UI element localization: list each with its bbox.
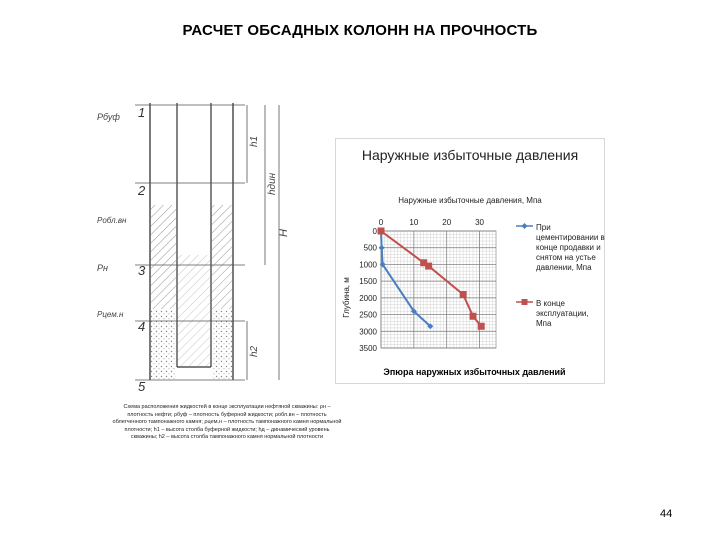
marker-3: 3 <box>138 263 146 278</box>
marker-4: 4 <box>138 319 146 334</box>
well-scheme <box>95 95 290 395</box>
chart-caption: Эпюра наружных избыточных давлений <box>383 367 566 377</box>
label-p-tsem: Pцем.н <box>97 310 124 319</box>
legend-marker-1 <box>522 223 528 229</box>
scheme-note: Схема расположения жидкостей в конце эксплуатации нефтяной скважины: ρн – плотность нефти; ρбуф – плотность буферной жидкости; ρобл.вн – плотность облегченного тампонажного камня; ρцем.н – плотность тампонажного камня нормальной плотности; h1 – высота столба буферной жидкости; hд – динамический уровень скважины; h2 – высота столба тампонажного камня нормальной плотности <box>112 404 342 440</box>
x-axis-title: Наружные избыточные давления, Мпа <box>398 196 542 205</box>
y-tick-label: 500 <box>363 243 377 253</box>
data-point-square <box>425 263 432 270</box>
label-h2: h2 <box>249 345 260 357</box>
page-number: 44 <box>660 508 673 520</box>
label-h1: h1 <box>249 135 260 147</box>
data-point-square <box>478 323 485 330</box>
label-H: H <box>278 229 290 237</box>
x-tick-label: 30 <box>475 218 485 227</box>
label-p-obl: Pобл.вн <box>97 216 127 225</box>
data-point-square <box>378 228 385 235</box>
page-title: РАСЧЕТ ОБСАДНЫХ КОЛОНН НА ПРОЧНОСТЬ <box>182 22 538 39</box>
marker-5: 5 <box>138 379 146 394</box>
normal-cement-left <box>151 309 176 379</box>
x-tick-label: 20 <box>442 218 452 227</box>
y-tick-label: 1000 <box>359 260 377 270</box>
legend-item-2 <box>536 299 606 329</box>
legend-text-2: В конце эксплуатации, Мпа <box>536 299 589 328</box>
y-tick-label: 3000 <box>359 327 377 337</box>
y-tick-label: 0 <box>372 227 377 236</box>
y-tick-label: 2000 <box>359 293 377 303</box>
legend-text-1: При цементировании в конце продавки и снятом на устье давлении, Мпа <box>536 223 605 272</box>
label-p-n: Pн <box>97 263 108 273</box>
marker-1: 1 <box>138 105 146 120</box>
y-tick-label: 2500 <box>359 310 377 320</box>
marker-2: 2 <box>138 183 146 198</box>
chart-title: Наружные избыточные давления <box>361 147 579 163</box>
y-axis-title: Глубина, м <box>341 277 351 318</box>
chart-box <box>335 138 605 384</box>
legend-item-1 <box>536 223 606 273</box>
oil-column <box>178 255 210 366</box>
data-point-square <box>460 291 467 298</box>
label-p-buf: Pбуф <box>97 112 120 122</box>
x-tick-label: 10 <box>409 218 419 227</box>
label-h-dyn: hдин <box>267 172 278 195</box>
legend-marker-2 <box>522 299 528 305</box>
lightweight-cement-right <box>212 205 232 309</box>
x-tick-label: 0 <box>378 218 384 227</box>
data-point-square <box>470 313 477 320</box>
normal-cement-right <box>212 309 232 379</box>
lightweight-cement-left <box>151 205 176 309</box>
y-tick-label: 3500 <box>359 344 377 353</box>
y-tick-label: 1500 <box>359 277 377 287</box>
